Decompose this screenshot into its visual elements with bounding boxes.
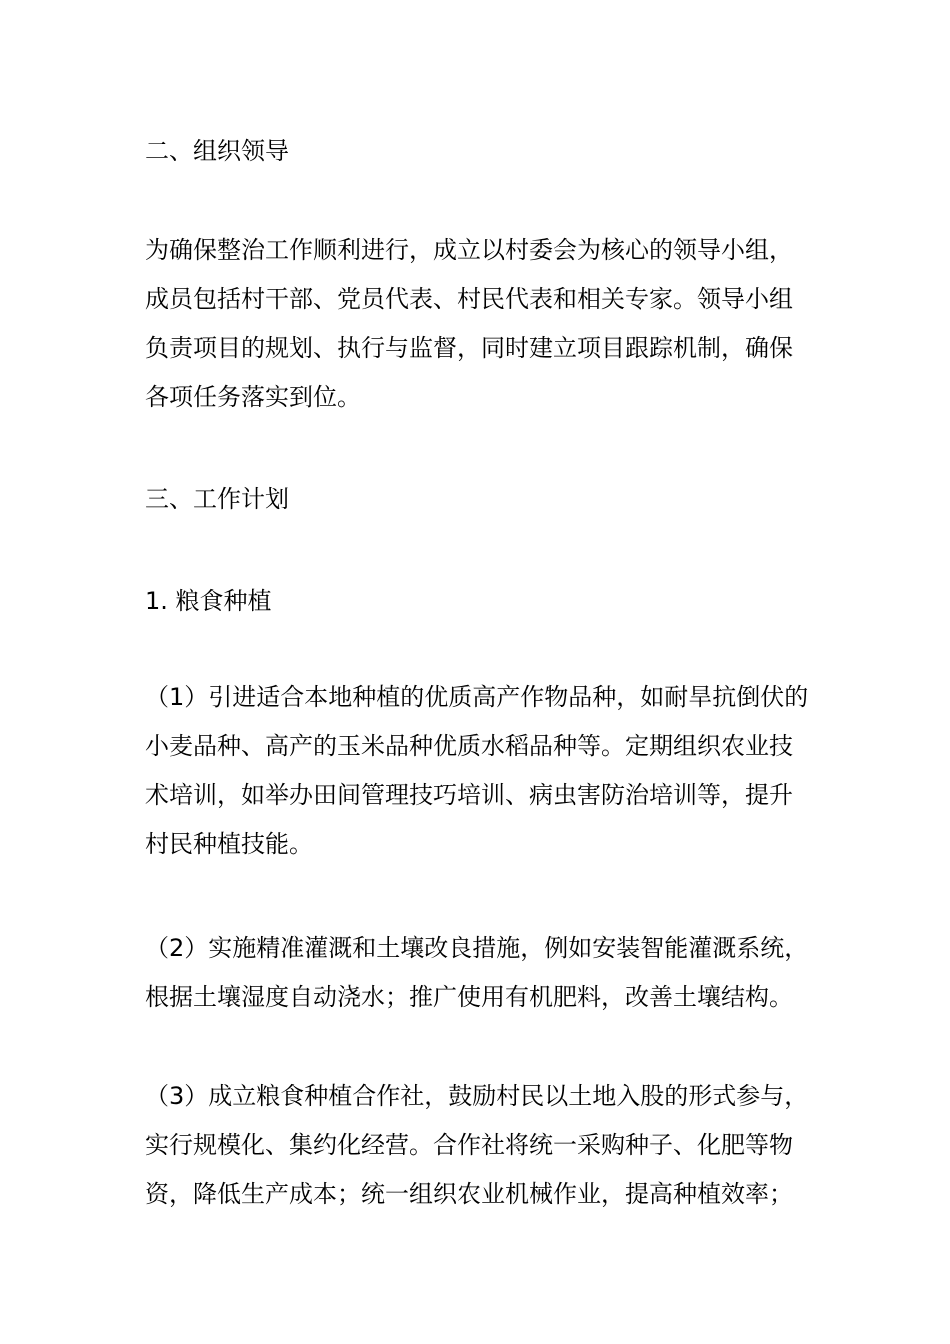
text-line: 实行规模化、集约化经营。合作社将统一采购种子、化肥等物 xyxy=(145,1131,793,1159)
section-heading-work-plan: 三、工作计划 xyxy=(145,485,289,513)
text-line: 成员包括村干部、党员代表、村民代表和相关专家。领导小组 xyxy=(145,285,793,313)
subsection-heading-grain: 1. 粮食种植 xyxy=(145,587,272,615)
text-line: 为确保整治工作顺利进行，成立以村委会为核心的领导小组， xyxy=(145,236,793,264)
text-line: 小麦品种、高产的玉米品种优质水稻品种等。定期组织农业技 xyxy=(145,732,793,760)
text-line: （2）实施精准灌溉和土壤改良措施，例如安装智能灌溉系统， xyxy=(145,934,809,962)
list-item-1 xyxy=(145,673,815,869)
list-item-3 xyxy=(145,1072,815,1219)
paragraph-organization xyxy=(145,226,815,422)
text-line: 资，降低生产成本；统一组织农业机械作业，提高种植效率； xyxy=(145,1180,793,1208)
text-line: （3）成立粮食种植合作社，鼓励村民以土地入股的形式参与， xyxy=(145,1082,809,1110)
text-line: 术培训，如举办田间管理技巧培训、病虫害防治培训等，提升 xyxy=(145,781,793,809)
list-item-2 xyxy=(145,924,815,1022)
section-heading-organization: 二、组织领导 xyxy=(145,137,289,165)
text-line: 村民种植技能。 xyxy=(145,830,313,858)
text-line: 负责项目的规划、执行与监督，同时建立项目跟踪机制，确保 xyxy=(145,334,793,362)
text-line: （1）引进适合本地种植的优质高产作物品种，如耐旱抗倒伏的 xyxy=(145,683,809,711)
text-line: 各项任务落实到位。 xyxy=(145,383,361,411)
text-line: 根据土壤湿度自动浇水；推广使用有机肥料，改善土壤结构。 xyxy=(145,983,793,1011)
